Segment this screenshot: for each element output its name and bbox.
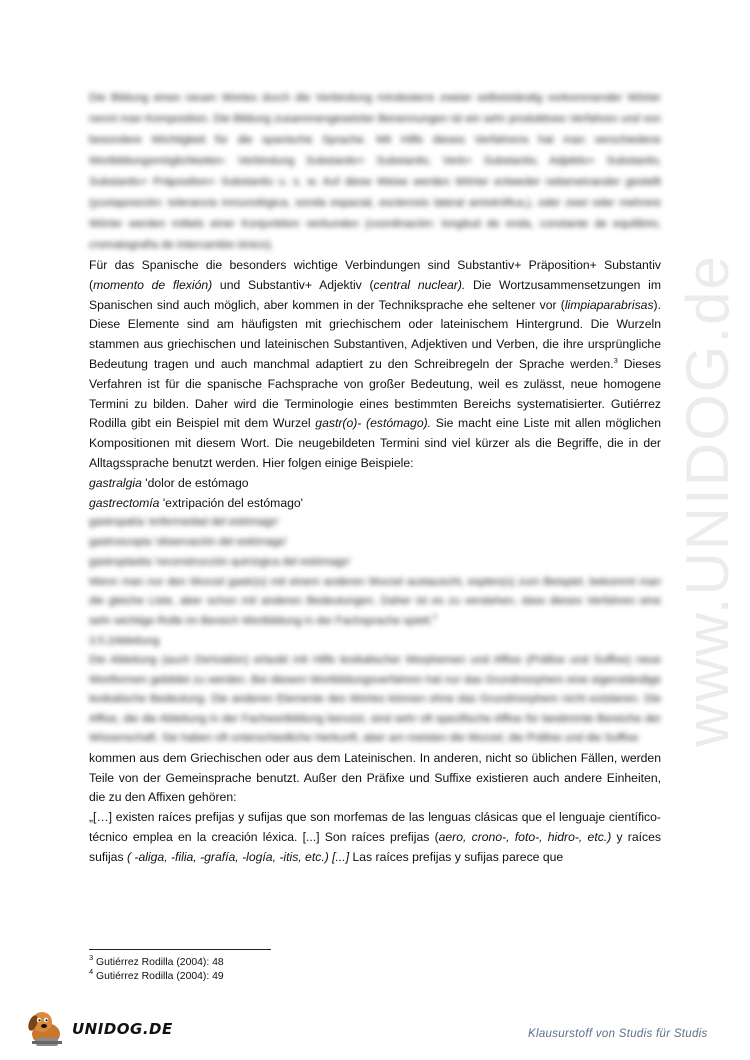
dog-mascot-icon — [22, 1008, 70, 1048]
document-body — [89, 88, 661, 868]
example-item: gastrectomía 'extripación del estómago' — [89, 495, 303, 510]
footnote-separator — [89, 949, 271, 950]
footnotes — [89, 953, 224, 984]
blurred-section — [89, 513, 661, 748]
blurred-example: gastroscopia 'observación del estómago' — [89, 536, 288, 549]
paragraph-affixe: kommen aus dem Griechischen oder aus dem Lateinischen. In anderen, nicht so üblichen Fällen, werden Teile von der Gemeinsprache benutzt. Außer den Präfixe und Suffixe existieren auch andere Einheiten, die zu den Affixen gehören: — [89, 750, 661, 805]
blurred-paragraph-ableitung: Die Ableitung (auch Derivation) erlaubt mit Hilfe lexikalischer Morphemen und Affixe (Präfixe und Suffixe) neue Wortformen gebildet zu werden. Bei diesem Wortbildungsverfahren hat nur das Grundmorphem eine eigenständige lexikalische Bedeutung. Die anderen Elemente des Wortes können ohne das Grundmorphem nicht existieren. Die Affixe, die die Ableitung in der Fachwortbildung benutzt, sind sehr oft spezifische Affixe für bestimmte Bereiche der Wissenschaft. Sie haben oft unterschiedliche Herkunft, aber am meisten die Wurzel, die Präfixe und die Suffixe — [89, 654, 661, 745]
footer-slogan: Klausurstoff von Studis für Studis — [528, 1028, 708, 1040]
section-heading: 3.5.2Ableitung — [89, 635, 160, 648]
blurred-example: gastroplastia 'reconstrucción quirúrgica del estómago' — [89, 555, 351, 568]
footnote-3: $^3$ Gutiérrez Rodilla (2004): 48 — [89, 953, 224, 968]
watermark: www.UNIDOG.de — [673, 253, 741, 747]
quote-paragraph: „[…] existen raíces prefijas y sufijas que son morfemas de las lenguas clásicas que el lenguaje científico- técnico emplea en la creación léxica. [...] Son raíces prefijas (aero, crono-, foto-, hidro-, etc.) y raíces sufijas ( -aliga, -filia, -grafía, -logía, -itis, etc.) [...] Las raíces prefijas y sufijas parece que — [89, 810, 661, 864]
footnote-4: $^4$ Gutiérrez Rodilla (2004): 49 — [89, 967, 224, 982]
example-item: gastralgia 'dolor de estómago — [89, 475, 249, 490]
blurred-example: gastropatía 'enfermedad del estómago' — [89, 516, 280, 529]
blurred-paragraph-intro: Die Bildung eines neuen Wortes durch die Verbindung mindestens zweier selbstständig vorkommender Wörter nennt man Komposition. Die Bildung zusammengesetzter Benennungen ist ein sehr produktives Verfahren und von besondere Wichtigkeit für die spanische Sprache. Mit Hilfe dieses Verfahrens hat man verschiedene Wortbildungsmöglichkeiten- Verbindung Substantiv+ Substantiv, Verb+ Substantiv, Adjektiv+ Substantiv, Substantiv+ Präposition+ Substantiv u. s. w. Auf diese Weise werden Wörter entweder nebeneinander gestellt (yuxtaposición: tolerancia inmunológica, sonda espacial, esclerosis lateral amiotrófica,), oder zwei oder mehrere Wörter werden mittels einer Konjunktion verbunden (coordinación: longitud de onda, constante de equilibrio, cromatografía de intercambio iónico). — [89, 92, 661, 251]
blurred-paragraph: Wenn man nur den Wurzel gastr(o) mit einem anderen Wurzel austauscht, esplen(o) zum Beispiel, bekommt man die gleiche Liste, aber schon mit anderen Bedeutungen. Daher ist es zu verstehen, dass dieses Verfahren eine sehr wichtige Rolle im Bereich Wortbildung in der Fachsprache spielt.$^4$ — [89, 575, 661, 627]
footnote-ref-3[interactable]: 3 — [613, 355, 618, 365]
paragraph-komposition: Für das Spanische die besonders wichtige Verbindungen sind Substantiv+ Präposition+ Substantiv (momento de flexión) und Substantiv+ Adjektiv (central nuclear). Die Wortzusammensetzungen im Spanischen sind auch möglich, aber kommen in der Techniksprache ehe seltener vor (limpiaparabrisas). Diese Elemente sind am häufigsten mit griechischem oder lateinischem Hintergrund. Die Wurzeln stammen aus griechischen und lateinischen Substantiven, Adjektiven und Verben, die ihre ursprüngliche Bedeutung tragen und auch manchmal adaptiert zu den Schreibregeln der Sprache werden.$^3$ Dieses Verfahren ist für die spanische Fachsprache von großer Bedeutung, weil es zulässt, neue homogene Termini zu bilden. Daher wird die Terminologie eines bestimmten Bereichs systematisierter. Gutiérrez Rodilla gibt ein Beispiel mit dem Wurzel gastr(o)- (estómago). Sie macht eine Liste mit allen möglichen Kompositionen mit diesem Wort. Die neugebildeten Termini sind viel kürzer als die Begriffe, die in der Alltagssprache benutzt werden. Hier folgen einige Beispiele: — [89, 258, 662, 470]
unidog-logo[interactable] — [22, 1008, 182, 1048]
logo-text: UNIDOG.DE — [72, 1020, 173, 1038]
